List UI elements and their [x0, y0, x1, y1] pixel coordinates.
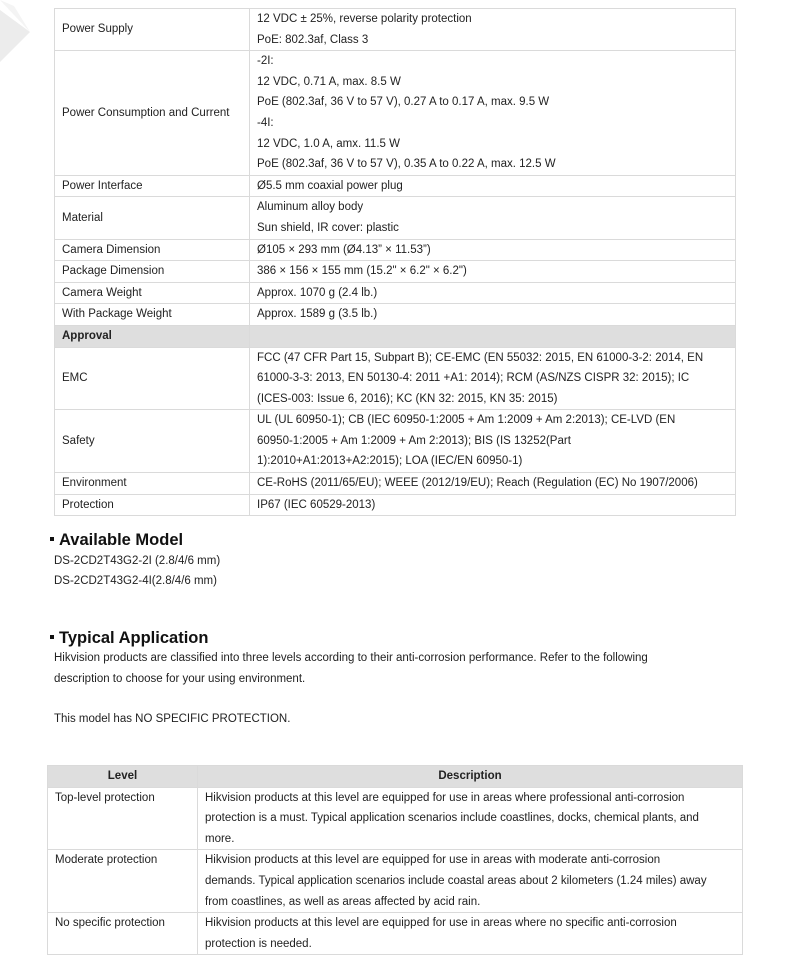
spec-label: Camera Dimension [55, 239, 250, 261]
spec-row [55, 347, 736, 410]
typical-application-title: Typical Application [59, 629, 209, 647]
spec-row [55, 261, 736, 283]
spec-value-line: 12 VDC, 1.0 A, amx. 11.5 W [257, 137, 400, 150]
spec-value-line: Approx. 1589 g (3.5 lb.) [257, 308, 378, 321]
spec-value [250, 51, 736, 176]
level-description-line: Hikvision products at this level are equipped for use in areas where professional anti-corrosion [205, 791, 685, 804]
spec-value-line: -2I: [257, 55, 274, 68]
spec-value-line: IP67 (IEC 60529-2013) [257, 498, 376, 511]
spec-value [250, 9, 736, 51]
level-description [198, 850, 743, 913]
spec-row [55, 410, 736, 473]
spec-label: Camera Weight [55, 282, 250, 304]
approval-section-blank [250, 325, 736, 347]
spec-value [250, 304, 736, 326]
spec-label: EMC [55, 347, 250, 410]
spec-value-line: -4I: [257, 116, 274, 129]
level-description-line: Hikvision products at this level are equipped for use in areas where no specific anti-corrosion [205, 917, 677, 930]
spec-label: Power Consumption and Current [55, 51, 250, 176]
approval-section-row [55, 325, 736, 347]
spec-label: Environment [55, 473, 250, 495]
spec-label: Power Interface [55, 175, 250, 197]
spec-value [250, 494, 736, 516]
spec-row [55, 282, 736, 304]
spec-value [250, 197, 736, 239]
spec-row [55, 175, 736, 197]
spec-row [55, 494, 736, 516]
spec-label: Package Dimension [55, 261, 250, 283]
spec-value [250, 473, 736, 495]
spec-value-line: 1):2010+A1:2013+A2:2015); LOA (IEC/EN 60950-1) [257, 455, 523, 468]
spec-value [250, 261, 736, 283]
spec-value-line: 12 VDC ± 25%, reverse polarity protection [257, 13, 472, 25]
level-name: Top-level protection [48, 787, 198, 850]
spec-value-line: Ø5.5 mm coaxial power plug [257, 179, 403, 192]
spec-label: Power Supply [55, 9, 250, 51]
spec-row [55, 51, 736, 176]
level-description [198, 787, 743, 850]
typical-application-intro [54, 648, 744, 689]
level-description-line: Hikvision products at this level are equipped for use in areas with moderate anti-corrosion [205, 854, 661, 867]
spec-value-line: Aluminum alloy body [257, 201, 364, 214]
spec-row [55, 239, 736, 261]
spec-value-line: UL (UL 60950-1); CB (IEC 60950-1:2005 + Am 1:2009 + Am 2:2013); CE-LVD (EN [257, 414, 676, 427]
spec-value-line: 386 × 156 × 155 mm (15.2" × 6.2" × 6.2") [257, 265, 467, 278]
spec-value-line: 12 VDC, 0.71 A, max. 8.5 W [257, 75, 401, 88]
spec-value-line: CE-RoHS (2011/65/EU); WEEE (2012/19/EU); Reach (Regulation (EC) No 1907/2006) [257, 477, 698, 490]
level-description-line: protection is a must. Typical application scenarios include coastlines, docks, chemical plants, and [205, 812, 699, 825]
level-name: No specific protection [48, 913, 198, 955]
level-header: Level [48, 766, 198, 788]
spec-row [55, 304, 736, 326]
spec-value [250, 347, 736, 410]
level-description-line: more. [205, 832, 235, 845]
spec-row [55, 473, 736, 495]
corner-logo-graphic [0, 0, 46, 70]
spec-value-line: FCC (47 CFR Part 15, Subpart B); CE-EMC (EN 55032: 2015, EN 61000-3-2: 2014, EN [257, 351, 704, 364]
spec-value-line: Approx. 1070 g (2.4 lb.) [257, 286, 378, 299]
level-description-line: demands. Typical application scenarios include coastal areas about 2 kilometers (1.24 miles) away [205, 874, 707, 887]
spec-value [250, 410, 736, 473]
description-header: Description [198, 766, 743, 788]
spec-value-line: 61000-3-3: 2013, EN 50130-4: 2011 +A1: 2014); RCM (AS/NZS CISPR 32: 2015); IC [257, 372, 690, 385]
level-table-header [48, 766, 743, 788]
level-row [48, 850, 743, 913]
available-model-heading [50, 531, 183, 550]
spec-value [250, 282, 736, 304]
spec-value-line: Sun shield, IR cover: plastic [257, 221, 399, 234]
model-item: DS-2CD2T43G2-2I (2.8/4/6 mm) [54, 555, 221, 567]
protection-level-table [47, 765, 743, 955]
spec-value-line: PoE: 802.3af, Class 3 [257, 33, 369, 46]
level-description-line: from coastlines, as well as areas affected by acid rain. [205, 895, 481, 908]
spec-label: Safety [55, 410, 250, 473]
intro-line: Hikvision products are classified into three levels according to their anti-corrosion performance. Refer to the following [54, 652, 648, 664]
spec-value-line: Ø105 × 293 mm (Ø4.13” × 11.53”) [257, 243, 431, 256]
typical-application-heading [50, 629, 208, 648]
protection-note: This model has NO SPECIFIC PROTECTION. [54, 713, 291, 725]
spec-value [250, 239, 736, 261]
spec-label: Material [55, 197, 250, 239]
level-name: Moderate protection [48, 850, 198, 913]
spec-row [55, 9, 736, 51]
approval-section-title: Approval [55, 325, 250, 347]
available-model-title: Available Model [59, 531, 184, 549]
level-row [48, 913, 743, 955]
model-item: DS-2CD2T43G2-4I(2.8/4/6 mm) [54, 575, 217, 587]
spec-label: Protection [55, 494, 250, 516]
bullet-icon [50, 537, 54, 541]
spec-value-line: (ICES-003: Issue 6, 2016); KC (KN 32: 2015, KN 35: 2015) [257, 392, 558, 405]
spec-value-line: PoE (802.3af, 36 V to 57 V), 0.35 A to 0.22 A, max. 12.5 W [257, 158, 556, 171]
level-row [48, 787, 743, 850]
intro-line: description to choose for your using environment. [54, 672, 306, 685]
bullet-icon [50, 635, 54, 639]
spec-row [55, 197, 736, 239]
spec-value-line: 60950-1:2005 + Am 1:2009 + Am 2:2013); BIS (IS 13252(Part [257, 434, 571, 447]
spec-value-line: PoE (802.3af, 36 V to 57 V), 0.27 A to 0.17 A, max. 9.5 W [257, 96, 550, 109]
level-description [198, 913, 743, 955]
spec-table [54, 8, 736, 516]
spec-label: With Package Weight [55, 304, 250, 326]
level-description-line: protection is needed. [205, 937, 312, 950]
spec-value [250, 175, 736, 197]
